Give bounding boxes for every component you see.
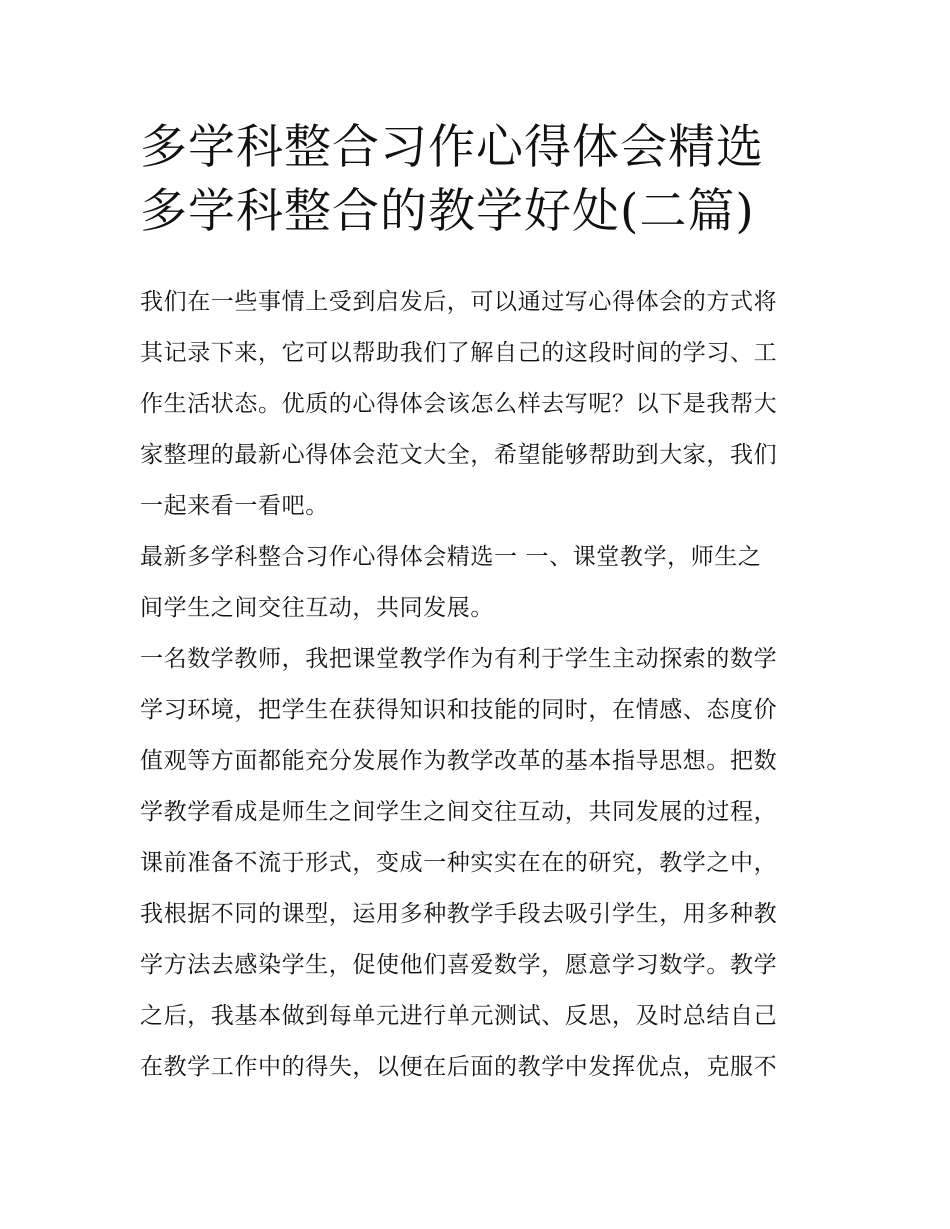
body-line: 其记录下来，它可以帮助我们了解自己的这段时间的学习、工 xyxy=(140,340,778,366)
body-line: 值观等方面都能充分发展作为教学改革的基本指导思想。把数 xyxy=(140,748,778,774)
body-line: 作生活状态。优质的心得体会该怎么样去写呢？以下是我帮大 xyxy=(140,391,778,417)
document-title xyxy=(140,116,830,244)
title-line: 多学科整合的教学好处(二篇) xyxy=(140,184,755,239)
body-line: 学方法去感染学生，促使他们喜爱数学，愿意学习数学。教学 xyxy=(140,952,778,978)
body-line: 在教学工作中的得失，以便在后面的教学中发挥优点，克服不 xyxy=(140,1054,778,1080)
document-body xyxy=(140,279,830,1095)
body-line: 之后，我基本做到每单元进行单元测试、反思，及时总结自己 xyxy=(140,1003,778,1029)
body-line: 一名数学教师，我把课堂教学作为有利于学生主动探索的数学 xyxy=(140,646,778,672)
body-line: 一起来看一看吧。 xyxy=(140,493,329,519)
title-line: 多学科整合习作心得体会精选 xyxy=(140,120,764,175)
body-line: 我们在一些事情上受到启发后，可以通过写心得体会的方式将 xyxy=(140,289,778,315)
body-line: 家整理的最新心得体会范文大全，希望能够帮助到大家，我们 xyxy=(140,442,778,468)
body-line: 最新多学科整合习作心得体会精选一 一、课堂教学，师生之 xyxy=(140,544,762,570)
body-line: 学习环境，把学生在获得知识和技能的同时，在情感、态度价 xyxy=(140,697,778,723)
body-line: 间学生之间交往互动，共同发展。 xyxy=(140,595,494,621)
body-line: 学教学看成是师生之间学生之间交往互动，共同发展的过程， xyxy=(140,799,778,825)
body-line: 课前准备不流于形式，变成一种实实在在的研究，教学之中， xyxy=(140,850,778,876)
body-line: 我根据不同的课型，运用多种教学手段去吸引学生，用多种教 xyxy=(140,901,778,927)
